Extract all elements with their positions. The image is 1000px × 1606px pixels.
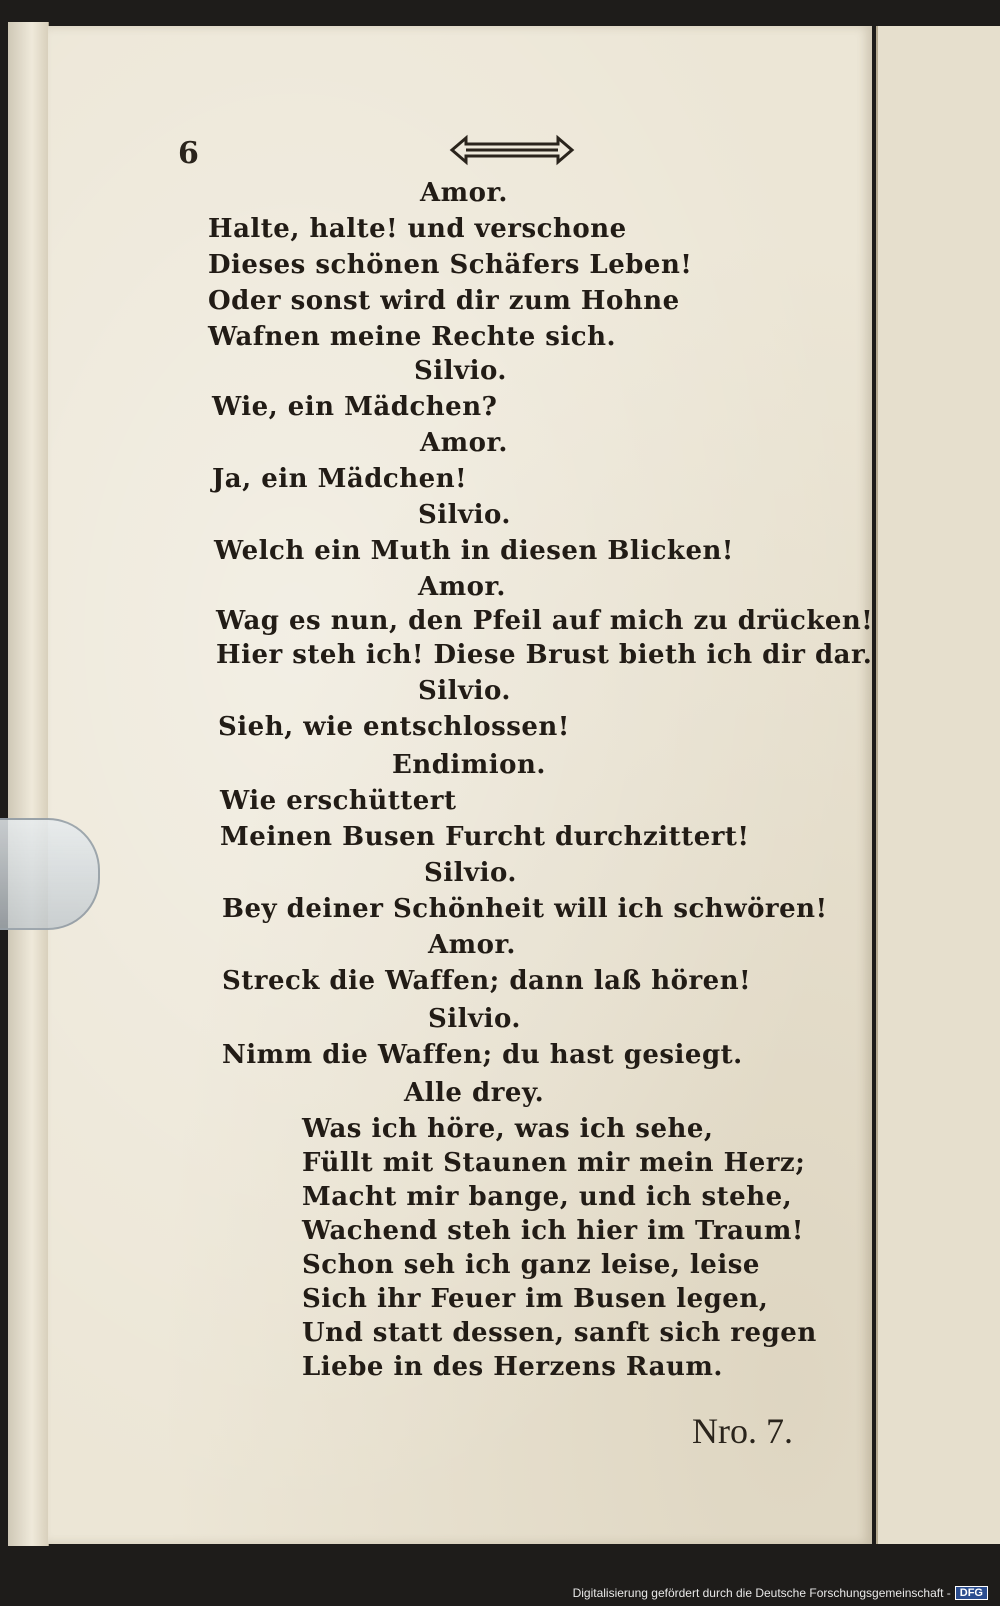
verse-line: Liebe in des Herzens Raum. [302, 1352, 723, 1382]
speaker-name: Alle drey. [404, 1078, 545, 1108]
verse-line: Meinen Busen Furcht durchzittert! [220, 822, 750, 852]
verse-line: Hier steh ich! Diese Brust bieth ich dir dar. [216, 640, 873, 670]
verse-line: Ja, ein Mädchen! [212, 464, 468, 494]
speaker-name: Silvio. [424, 858, 517, 888]
verse-line: Was ich höre, was ich sehe, [302, 1114, 714, 1144]
verse-line: Wafnen meine Rechte sich. [208, 322, 617, 352]
verse-line: Wachend steh ich hier im Traum! [302, 1216, 804, 1246]
verse-line: Schon seh ich ganz leise, leise [302, 1250, 760, 1280]
footer-credit: Digitalisierung gefördert durch die Deutsche Forschungsgemeinschaft - [572, 1586, 951, 1600]
verse-line: Wie, ein Mädchen? [212, 392, 498, 422]
verse-line: Füllt mit Staunen mir mein Herz; [302, 1148, 806, 1178]
verse-line: Halte, halte! und verschone [208, 214, 627, 244]
speaker-name: Amor. [428, 930, 516, 960]
verse-line: Und statt dessen, sanft sich regen [302, 1318, 817, 1348]
speaker-name: Endimion. [392, 750, 546, 780]
speaker-name: Silvio. [418, 676, 511, 706]
speaker-name: Amor. [420, 178, 508, 208]
verse-line: Streck die Waffen; dann laß hören! [222, 966, 752, 996]
book-edge [8, 22, 49, 1546]
verse-line: Sich ihr Feuer im Busen legen, [302, 1284, 769, 1314]
verse-line: Sieh, wie entschlossen! [218, 712, 570, 742]
footer [573, 1584, 988, 1602]
verse-line: Dieses schönen Schäfers Leben! [208, 250, 693, 280]
verse-line: Oder sonst wird dir zum Hohne [208, 286, 680, 316]
speaker-name: Amor. [420, 428, 508, 458]
verse-line: Welch ein Muth in diesen Blicken! [214, 536, 734, 566]
verse-line: Bey deiner Schönheit will ich schwören! [222, 894, 828, 924]
ornament-icon [442, 132, 582, 168]
speaker-name: Silvio. [418, 500, 511, 530]
page-clip [0, 818, 100, 930]
verse-line: Nimm die Waffen; du hast gesiegt. [222, 1040, 743, 1070]
catchword: Nro. 7. [692, 1411, 793, 1451]
page-number: 6 [178, 136, 199, 171]
dfg-logo: DFG [955, 1586, 988, 1600]
verse-line: Macht mir bange, und ich stehe, [302, 1182, 793, 1212]
verse-line: Wie erschüttert [220, 786, 457, 816]
speaker-name: Silvio. [428, 1004, 521, 1034]
verse-line: Wag es nun, den Pfeil auf mich zu drücken! [216, 606, 874, 636]
speaker-name: Silvio. [414, 356, 507, 386]
speaker-name: Amor. [418, 572, 506, 602]
next-page [876, 26, 1000, 1544]
